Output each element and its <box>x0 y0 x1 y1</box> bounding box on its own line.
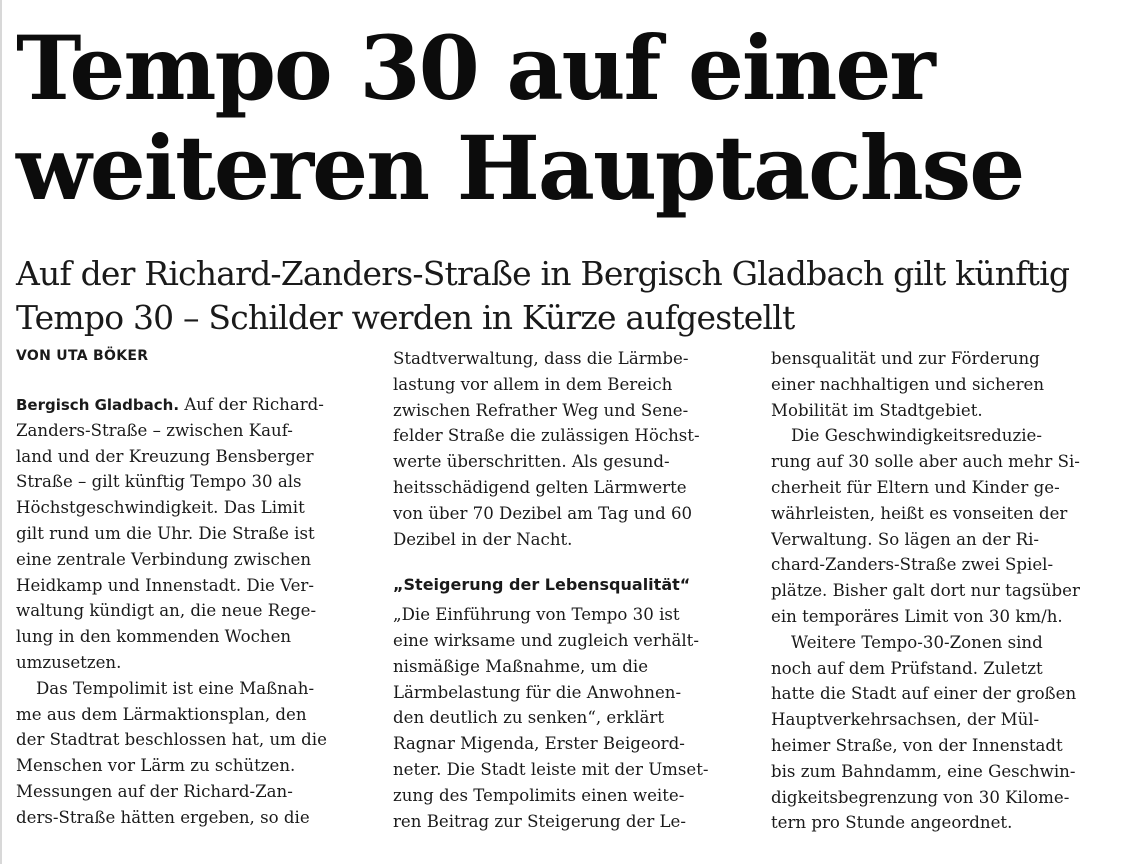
text-line: Zanders-Straße – zwischen Kauf- <box>16 420 293 440</box>
text-line: digkeitsbegrenzung von 30 Kilome- <box>771 787 1070 807</box>
text-line: werte überschritten. Als gesund- <box>393 452 670 472</box>
text-line: Menschen vor Lärm zu schützen. <box>16 756 296 776</box>
text-column-1 <box>16 346 363 831</box>
text-line: Höchstgeschwindigkeit. Das Limit <box>16 498 305 518</box>
text-line: noch auf dem Prüfstand. Zuletzt <box>771 658 1043 678</box>
text-line: Verwaltung. So lägen an der Ri- <box>771 529 1039 549</box>
text-line: nismäßige Maßnahme, um die <box>393 656 649 676</box>
text-line: rung auf 30 solle aber auch mehr Si- <box>771 452 1080 472</box>
text-line: me aus dem Lärmaktionsplan, den <box>16 704 307 724</box>
text-line <box>16 392 363 418</box>
text-line: Ragnar Migenda, Erster Beigeord- <box>393 734 685 754</box>
text-line: gilt rund um die Uhr. Die Straße ist <box>16 523 315 543</box>
text-line: cherheit für Eltern und Kinder ge- <box>771 477 1060 497</box>
text-line: land und der Kreuzung Bensberger <box>16 446 314 466</box>
text-line: Straße – gilt künftig Tempo 30 als <box>16 472 302 492</box>
text-line: lastung vor allem in dem Bereich <box>393 374 673 394</box>
text-line: Weitere Tempo-30-Zonen sind <box>791 632 1043 652</box>
text-line: tern pro Stunde angeordnet. <box>771 813 1013 833</box>
text-line: „Die Einführung von Tempo 30 ist <box>393 605 680 625</box>
text-line: eine zentrale Verbindung zwischen <box>16 549 312 569</box>
text-line: Die Geschwindigkeitsreduzie- <box>791 426 1042 446</box>
text-line: zwischen Refrather Weg und Sene- <box>393 400 689 420</box>
text-line: bis zum Bahndamm, eine Geschwin- <box>771 761 1076 781</box>
subheadline-line-2: Tempo 30 – Schilder werden in Kürze aufgestellt <box>16 298 795 337</box>
headline-line-1: Tempo 30 auf einer <box>16 16 934 120</box>
text-line: waltung kündigt an, die neue Rege- <box>16 601 317 621</box>
column-3-lines <box>771 346 1117 836</box>
text-line: eine wirksame und zugleich verhält- <box>393 630 699 650</box>
headline <box>16 18 1106 218</box>
page-edge <box>0 0 2 864</box>
text-line: heitsschädigend gelten Lärmwerte <box>393 477 687 497</box>
text-line: zung des Tempolimits einen weite- <box>393 785 685 805</box>
byline: VON UTA BÖKER <box>16 348 149 364</box>
text-line: neter. Die Stadt leiste mit der Umset- <box>393 759 709 779</box>
text-line: plätze. Bisher galt dort nur tagsüber <box>771 581 1080 601</box>
section-subhead: „Steigerung der Lebensqualität“ <box>393 575 691 595</box>
text-line: Heidkamp und Innenstadt. Die Ver- <box>16 575 314 595</box>
text-line: lung in den kommenden Wochen <box>16 627 292 647</box>
text-line: einer nachhaltigen und sicheren <box>771 374 1045 394</box>
text-line: ders-Straße hätten ergeben, so die <box>16 807 310 827</box>
text-column-2 <box>393 346 740 834</box>
text-line: Messungen auf der Richard-Zan- <box>16 781 293 801</box>
text-line: Hauptverkehrsachsen, der Mül- <box>771 710 1040 730</box>
text-line: der Stadtrat beschlossen hat, um die <box>16 730 327 750</box>
text-column-3 <box>771 346 1117 836</box>
dateline-text: Auf der Richard- <box>179 395 324 414</box>
text-line: ren Beitrag zur Steigerung der Le- <box>393 811 686 831</box>
text-line: heimer Straße, von der Innenstadt <box>771 735 1063 755</box>
text-line: felder Straße die zulässigen Höchst- <box>393 426 700 446</box>
text-line: bensqualität und zur Förderung <box>771 349 1040 368</box>
subheadline <box>16 252 1116 340</box>
column-2-lines-a <box>393 346 740 552</box>
column-1-lines <box>16 392 363 831</box>
text-line: hatte die Stadt auf einer der großen <box>771 684 1077 704</box>
text-line: Dezibel in der Nacht. <box>393 529 573 549</box>
text-line: ein temporäres Limit von 30 km/h. <box>771 606 1063 626</box>
text-line: Stadtverwaltung, dass die Lärmbe- <box>393 349 689 368</box>
text-line: Mobilität im Stadtgebiet. <box>771 400 983 420</box>
text-line: umzusetzen. <box>16 652 122 672</box>
text-line: währleisten, heißt es vonseiten der <box>771 503 1068 523</box>
text-line: Das Tempolimit ist eine Maßnah- <box>36 678 315 698</box>
headline-line-2: weiteren Hauptachse <box>16 116 1024 220</box>
dateline: Bergisch Gladbach. <box>16 396 180 414</box>
column-2-lines-b <box>393 602 740 834</box>
text-line: den deutlich zu senken“, erklärt <box>393 708 665 728</box>
text-line: Lärmbelastung für die Anwohnen- <box>393 682 682 702</box>
text-line: chard-Zanders-Straße zwei Spiel- <box>771 555 1054 575</box>
subheadline-line-1: Auf der Richard-Zanders-Straße in Bergisch Gladbach gilt künftig <box>16 254 1070 293</box>
text-line: von über 70 Dezibel am Tag und 60 <box>393 503 693 523</box>
